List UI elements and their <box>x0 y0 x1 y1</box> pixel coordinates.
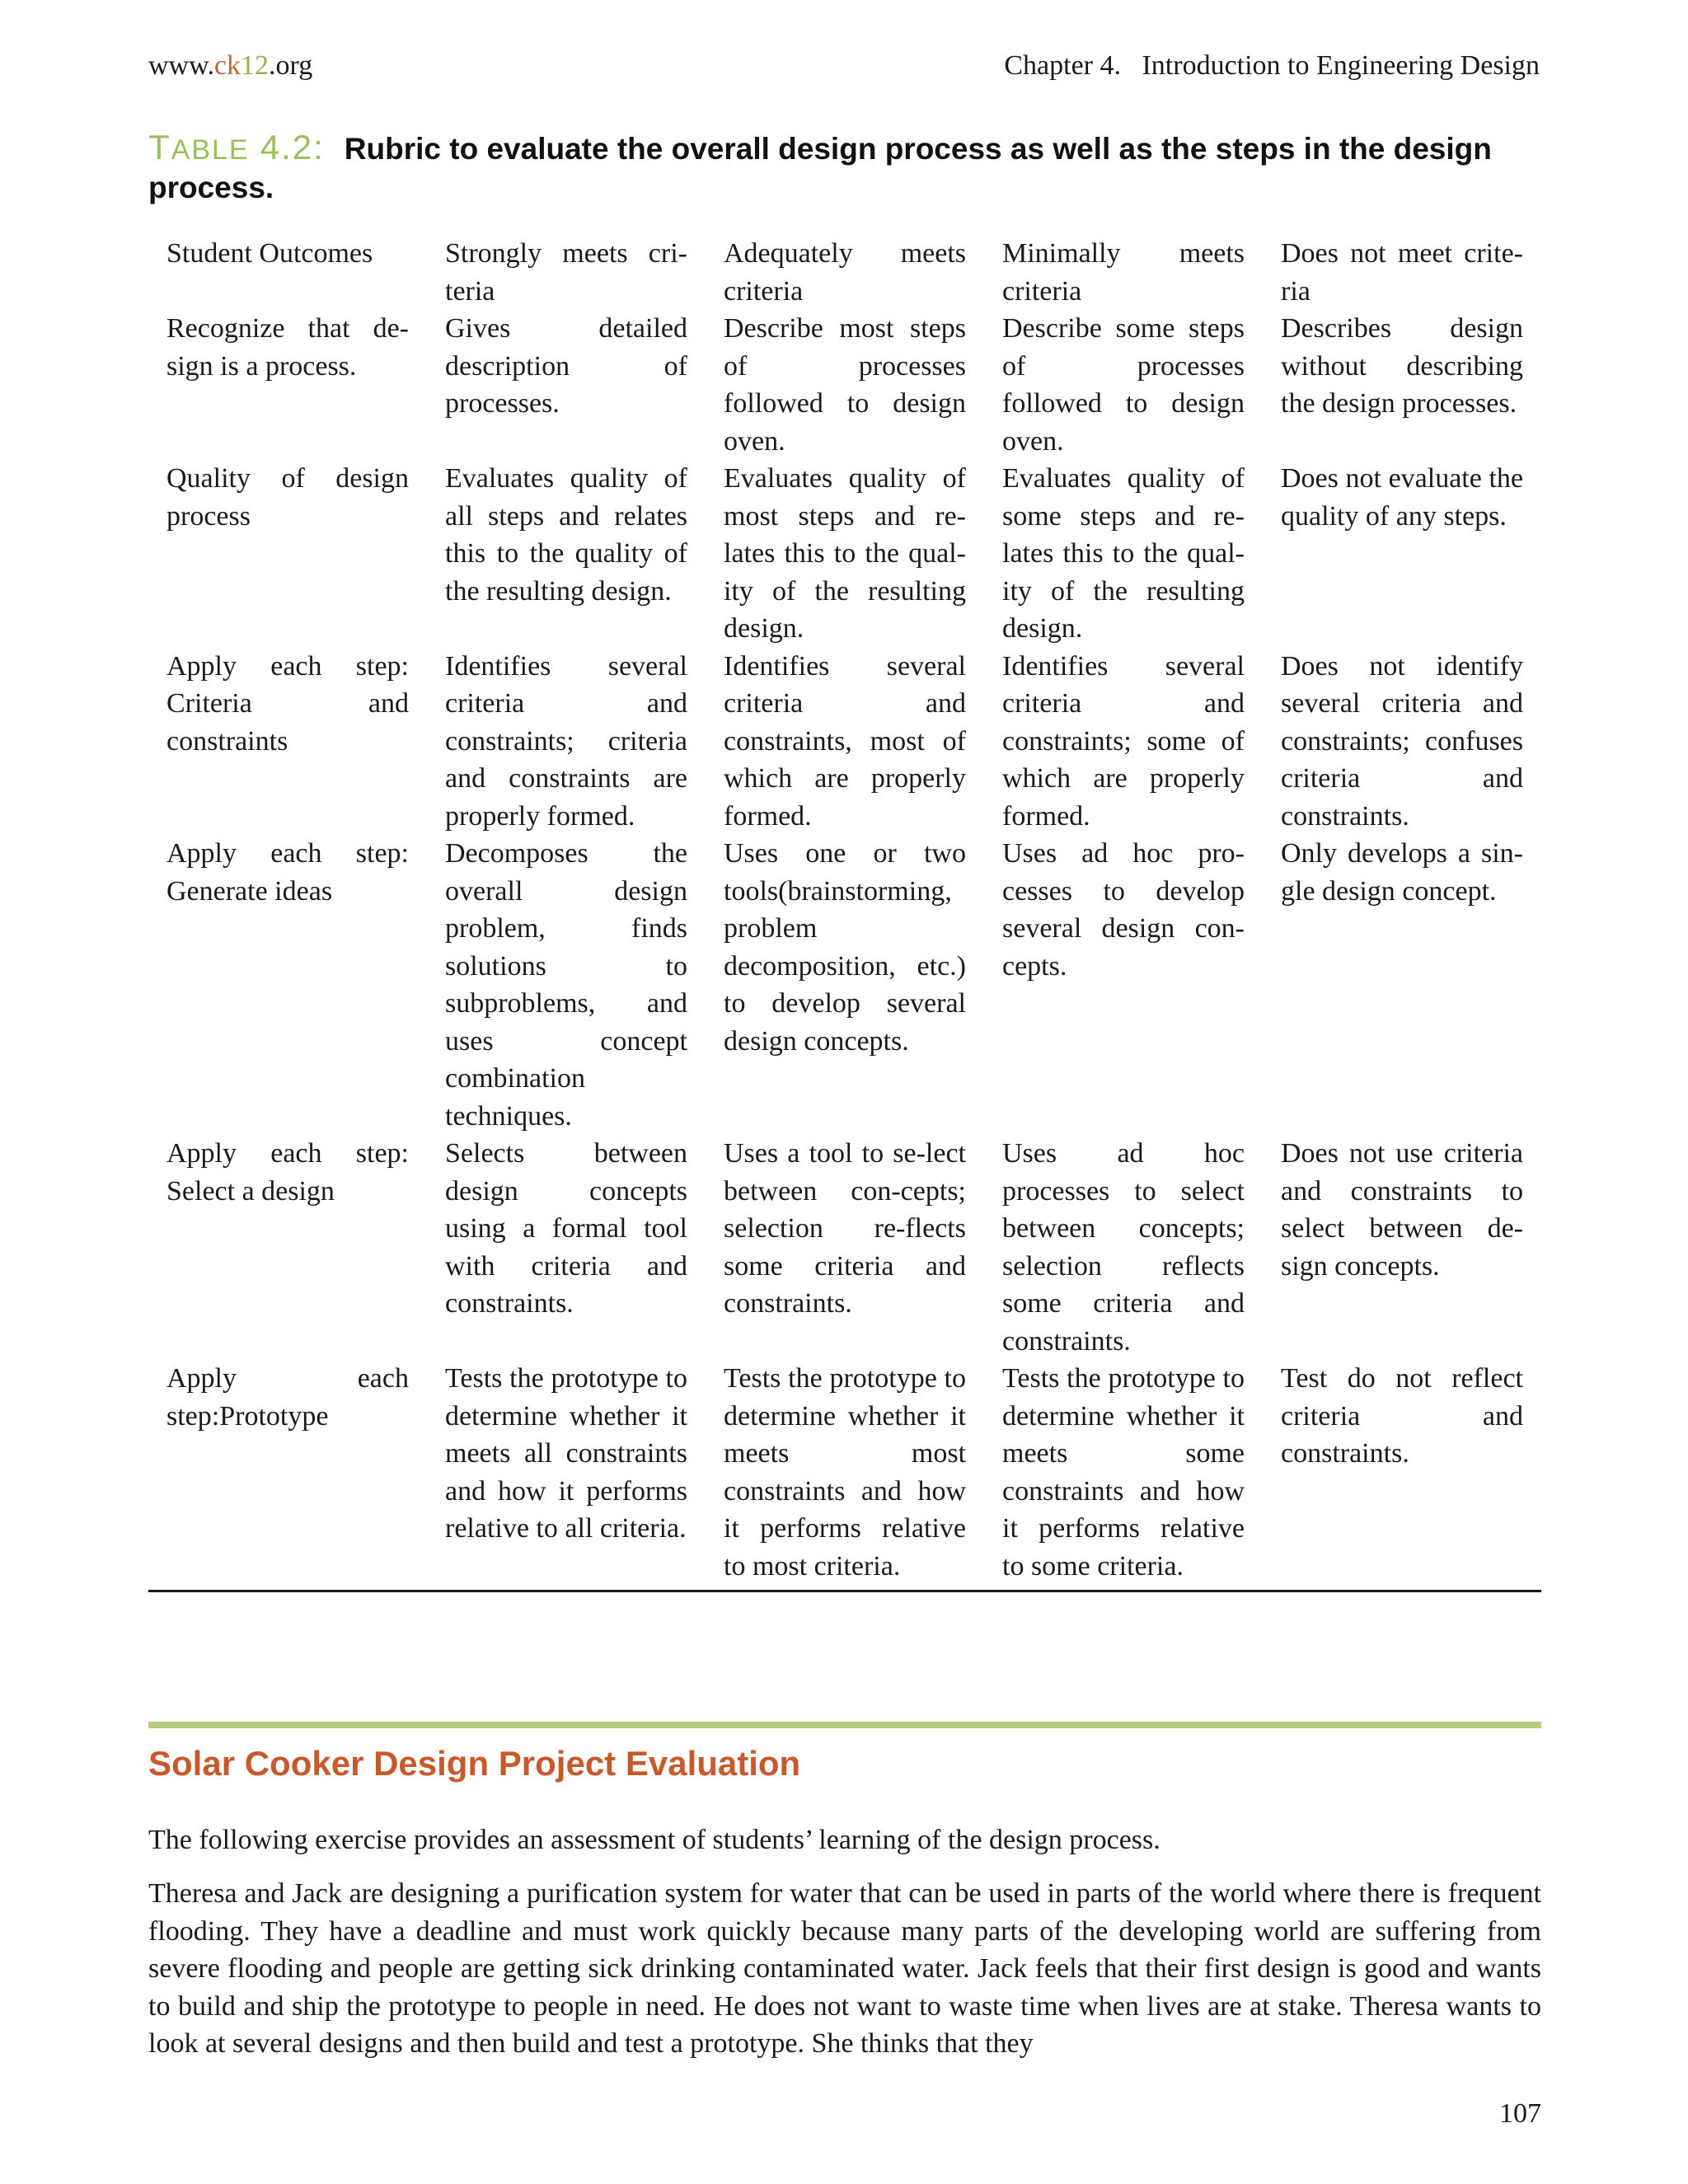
table-cell: Recognize that de-sign is a process. <box>166 313 409 382</box>
table-header-cell: Does not meet crite-ria <box>1281 238 1523 307</box>
table-header-cell: Student Outcomes <box>166 238 373 269</box>
table-cell: Test do not reflect criteria and constraints. <box>1281 1363 1523 1469</box>
table-cell: Tests the prototype to determine whether it meets most constraints and how it performs relative to most criteria. <box>724 1363 966 1582</box>
table-cell: Only develops a sin-gle design concept. <box>1281 838 1523 907</box>
table-cell: Apply each step: Criteria and constraints <box>166 650 409 757</box>
table-cell: Uses a tool to se-lect between con-cepts; selection re-flects some criteria and constraints. <box>724 1138 966 1319</box>
table-cell: Uses ad hoc pro-cesses to develop several design con-cepts. <box>1002 838 1245 982</box>
site-num: 12 <box>241 50 270 81</box>
table-cell: Describe some steps of processes followed to design oven. <box>1002 313 1245 457</box>
section-heading: Solar Cooker Design Project Evaluation <box>148 1744 801 1783</box>
table-row <box>148 310 1541 460</box>
table-row <box>148 648 1541 836</box>
section-divider <box>148 1722 1541 1728</box>
table-cell: Selects between design concepts using a formal tool with criteria and constraints. <box>445 1138 687 1319</box>
table-caption <box>148 129 1540 208</box>
table-cell: Uses ad hoc processes to select between concepts; selection reflects some criteria and constraints. <box>1002 1138 1245 1357</box>
table-label-initial: T <box>148 128 171 166</box>
table-cell: Identifies several criteria and constraints; criteria and constraints are properly formed. <box>445 650 687 832</box>
table-row <box>148 1135 1541 1360</box>
table-cell: Evaluates quality of most steps and re-lates this to the qual-ity of the resulting design. <box>724 463 966 644</box>
table-header-cell: Strongly meets cri-teria <box>445 238 687 307</box>
table-cell: Does not evaluate the quality of any steps. <box>1281 463 1523 532</box>
site-ck: ck <box>213 50 241 81</box>
table-row <box>148 1360 1541 1591</box>
table-cell: Evaluates quality of all steps and relates this to the quality of the resulting design. <box>445 463 687 607</box>
site-prefix: www. <box>148 50 214 81</box>
table-row <box>148 460 1541 648</box>
table-title: Rubric to evaluate the overall design process as well as the steps in the design process. <box>148 132 1492 204</box>
table-cell: Evaluates quality of some steps and re-lates this to the qual-ity of the resulting design. <box>1002 463 1245 644</box>
table-cell: Identifies several criteria and constraints; some of which are properly formed. <box>1002 650 1245 832</box>
table-cell: Apply each step: Select a design <box>166 1138 409 1207</box>
rubric-table <box>148 235 1541 1592</box>
table-cell: Uses one or two tools(brainstorming, problem decomposition, etc.) to develop several design concepts. <box>724 838 966 1057</box>
table-cell: Describe most steps of processes followed to design oven. <box>724 313 966 457</box>
chapter-title: Chapter 4. Introduction to Engineering Design <box>1004 50 1540 81</box>
table-cell: Does not use criteria and constraints to select between de-sign concepts. <box>1281 1138 1523 1282</box>
table-header-cell: Adequately meets criteria <box>724 238 966 307</box>
table-cell: Apply each step:Prototype <box>166 1363 409 1432</box>
body-paragraph: The following exercise provides an assessment of students’ learning of the design process. <box>148 1825 1160 1855</box>
table-cell: Describes design without describing the design processes. <box>1281 313 1523 419</box>
table-cell: Identifies several criteria and constraints, most of which are properly formed. <box>724 650 966 832</box>
table-cell: Decomposes the overall design problem, finds solutions to subproblems, and uses concept combination techniques. <box>445 838 687 1132</box>
table-cell: Tests the prototype to determine whether it meets all constraints and how it performs relative to all criteria. <box>445 1363 687 1544</box>
table-cell: Tests the prototype to determine whether it meets some constraints and how it performs relative to some criteria. <box>1002 1363 1245 1582</box>
table-cell: Does not identify several criteria and constraints; confuses criteria and constraints. <box>1281 650 1523 832</box>
table-label-number: 4.2: <box>260 128 325 166</box>
table-header-cell: Minimally meets criteria <box>1002 238 1245 307</box>
table-label-rest: ABLE <box>171 134 250 166</box>
site-suffix: .org <box>269 50 313 81</box>
table-cell: Quality of design process <box>166 463 409 532</box>
table-label <box>148 130 325 166</box>
table-row <box>148 835 1541 1135</box>
table-cell: Apply each step: Generate ideas <box>166 838 409 907</box>
table-cell: Gives detailed description of processes. <box>445 313 687 419</box>
table-header-row <box>148 235 1541 310</box>
page-number: 107 <box>1499 2098 1541 2129</box>
body-paragraph: Theresa and Jack are designing a purification system for water that can be used in parts of the world where there is frequent flooding. They have a deadline and must work quickly because many parts of the developing world are suffering from severe flooding and people are getting sick drinking contaminated water. Jack feels that their first design is good and wants to build and ship the prototype to people in need. He does not want to waste time when lives are at stake. Theresa wants to look at several designs and then build and test a prototype. She thinks that they <box>148 1878 1541 2059</box>
site-url[interactable] <box>148 48 312 84</box>
